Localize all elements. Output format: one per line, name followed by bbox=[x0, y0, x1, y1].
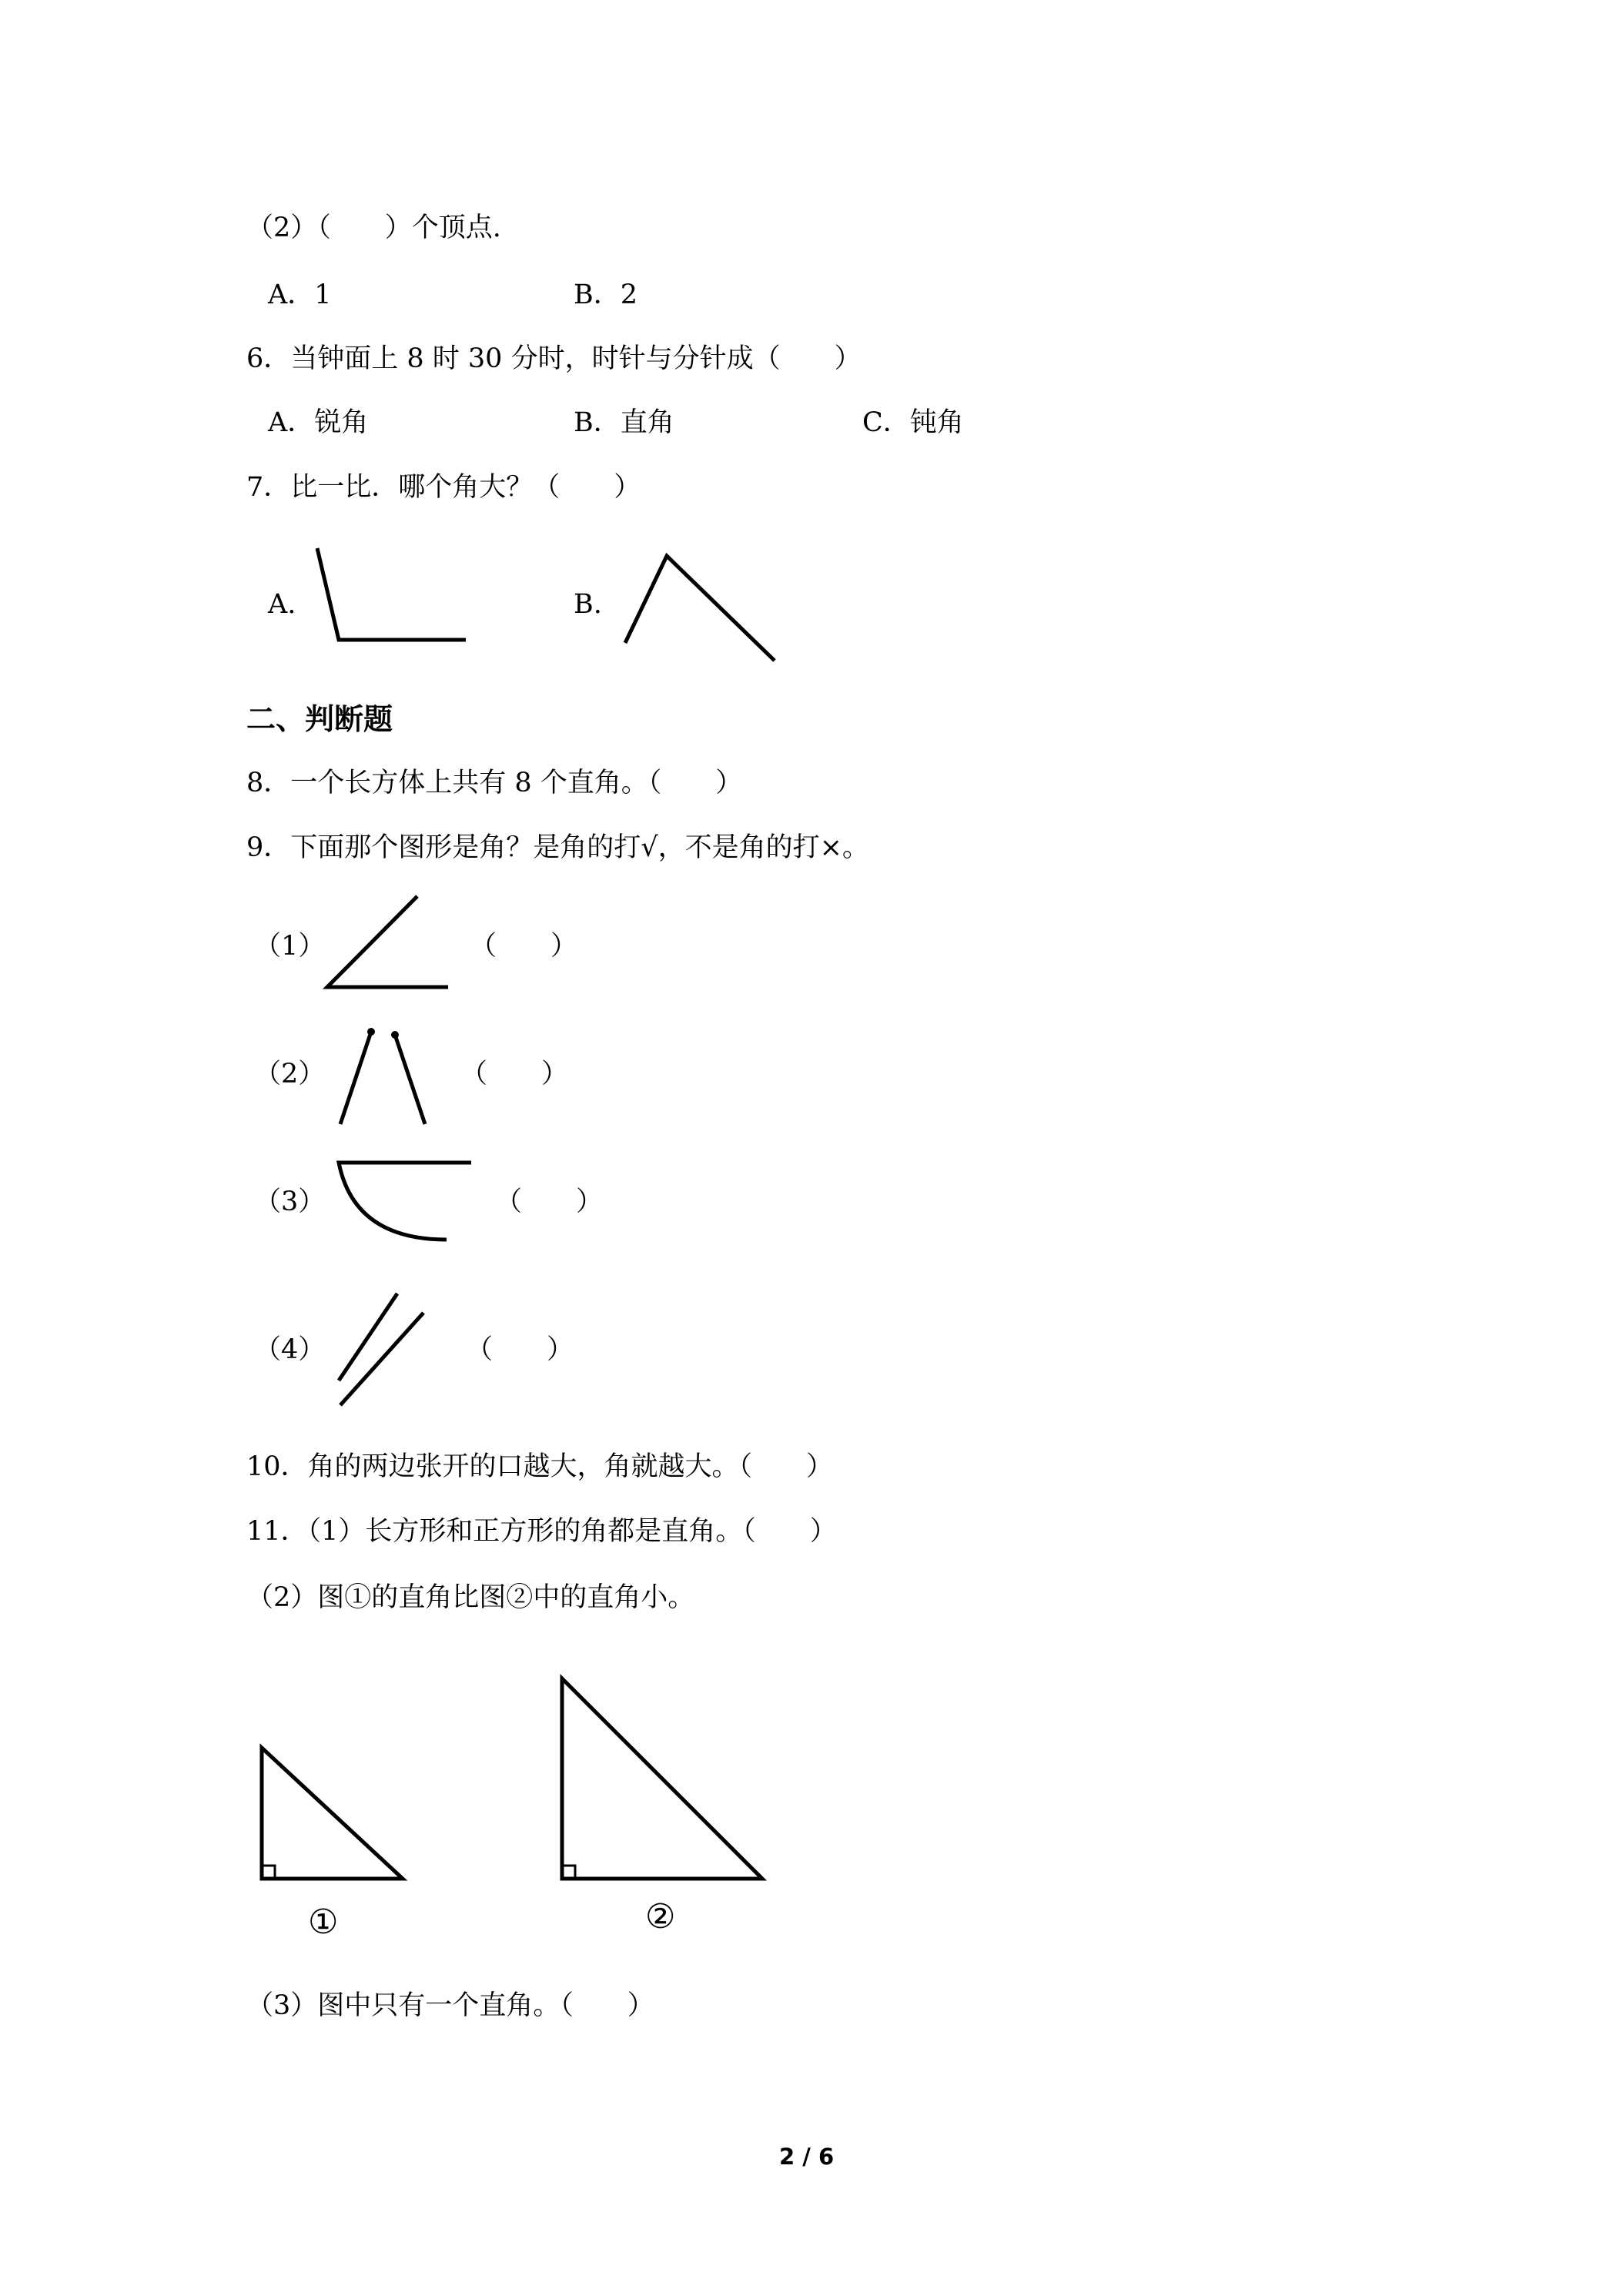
q5-sub2-stem: （2）（ ）个顶点. bbox=[246, 213, 501, 243]
q5-option-a: A．1 bbox=[268, 279, 332, 310]
q9-item1-blank: （ ） bbox=[470, 931, 578, 962]
q9-item4-label: （4） bbox=[254, 1334, 326, 1365]
section-title-judgment: 二、判断题 bbox=[246, 702, 393, 736]
q11-sub1-stem: 11．（1）长方形和正方形的角都是直角。（ ） bbox=[246, 1516, 837, 1547]
q9-item4-figure bbox=[323, 1278, 439, 1417]
q6-option-a: A．锐角 bbox=[268, 407, 369, 438]
q9-item1-figure bbox=[316, 885, 462, 1001]
q7-angle-a-figure bbox=[308, 539, 477, 654]
q11-triangle-2-figure bbox=[547, 1663, 778, 1886]
page-number: 2 / 6 bbox=[779, 2144, 835, 2170]
q9-stem: 9．下面那个图形是角？是角的打√，不是角的打×。 bbox=[246, 832, 869, 863]
q6-option-c: C．钝角 bbox=[862, 407, 964, 438]
q8-stem: 8．一个长方体上共有 8 个直角。（ ） bbox=[246, 768, 743, 798]
q9-item4-blank: （ ） bbox=[466, 1334, 574, 1365]
q9-item2-blank: （ ） bbox=[460, 1059, 569, 1089]
q10-stem: 10．角的两边张开的口越大，角就越大。（ ） bbox=[246, 1451, 834, 1482]
q11-figure1-label: ① bbox=[308, 1903, 339, 1942]
q11-sub2-stem: （2）图①的直角比图②中的直角小。 bbox=[246, 1582, 695, 1613]
q9-item3-label: （3） bbox=[254, 1186, 326, 1217]
q11-sub3-stem: （3）图中只有一个直角。（ ） bbox=[246, 1990, 654, 2021]
q6-option-b: B．直角 bbox=[574, 407, 674, 438]
q7-option-a: A. bbox=[268, 589, 296, 620]
q9-item2-label: （2） bbox=[254, 1059, 326, 1089]
q7-angle-b-figure bbox=[616, 539, 793, 670]
q9-item3-figure bbox=[323, 1147, 493, 1255]
q9-item2-figure bbox=[323, 1016, 439, 1140]
q11-figure2-label: ② bbox=[645, 1897, 676, 1936]
q5-option-b: B．2 bbox=[574, 279, 637, 310]
q6-stem: 6．当钟面上 8 时 30 分时，时针与分针成（ ） bbox=[246, 343, 862, 374]
q7-option-b: B. bbox=[574, 589, 602, 620]
q11-triangle-1-figure bbox=[246, 1725, 423, 1909]
q9-item1-label: （1） bbox=[254, 931, 326, 962]
q7-stem: 7．比一比．哪个角大？（ ） bbox=[246, 472, 641, 503]
q9-item3-blank: （ ） bbox=[495, 1186, 604, 1217]
